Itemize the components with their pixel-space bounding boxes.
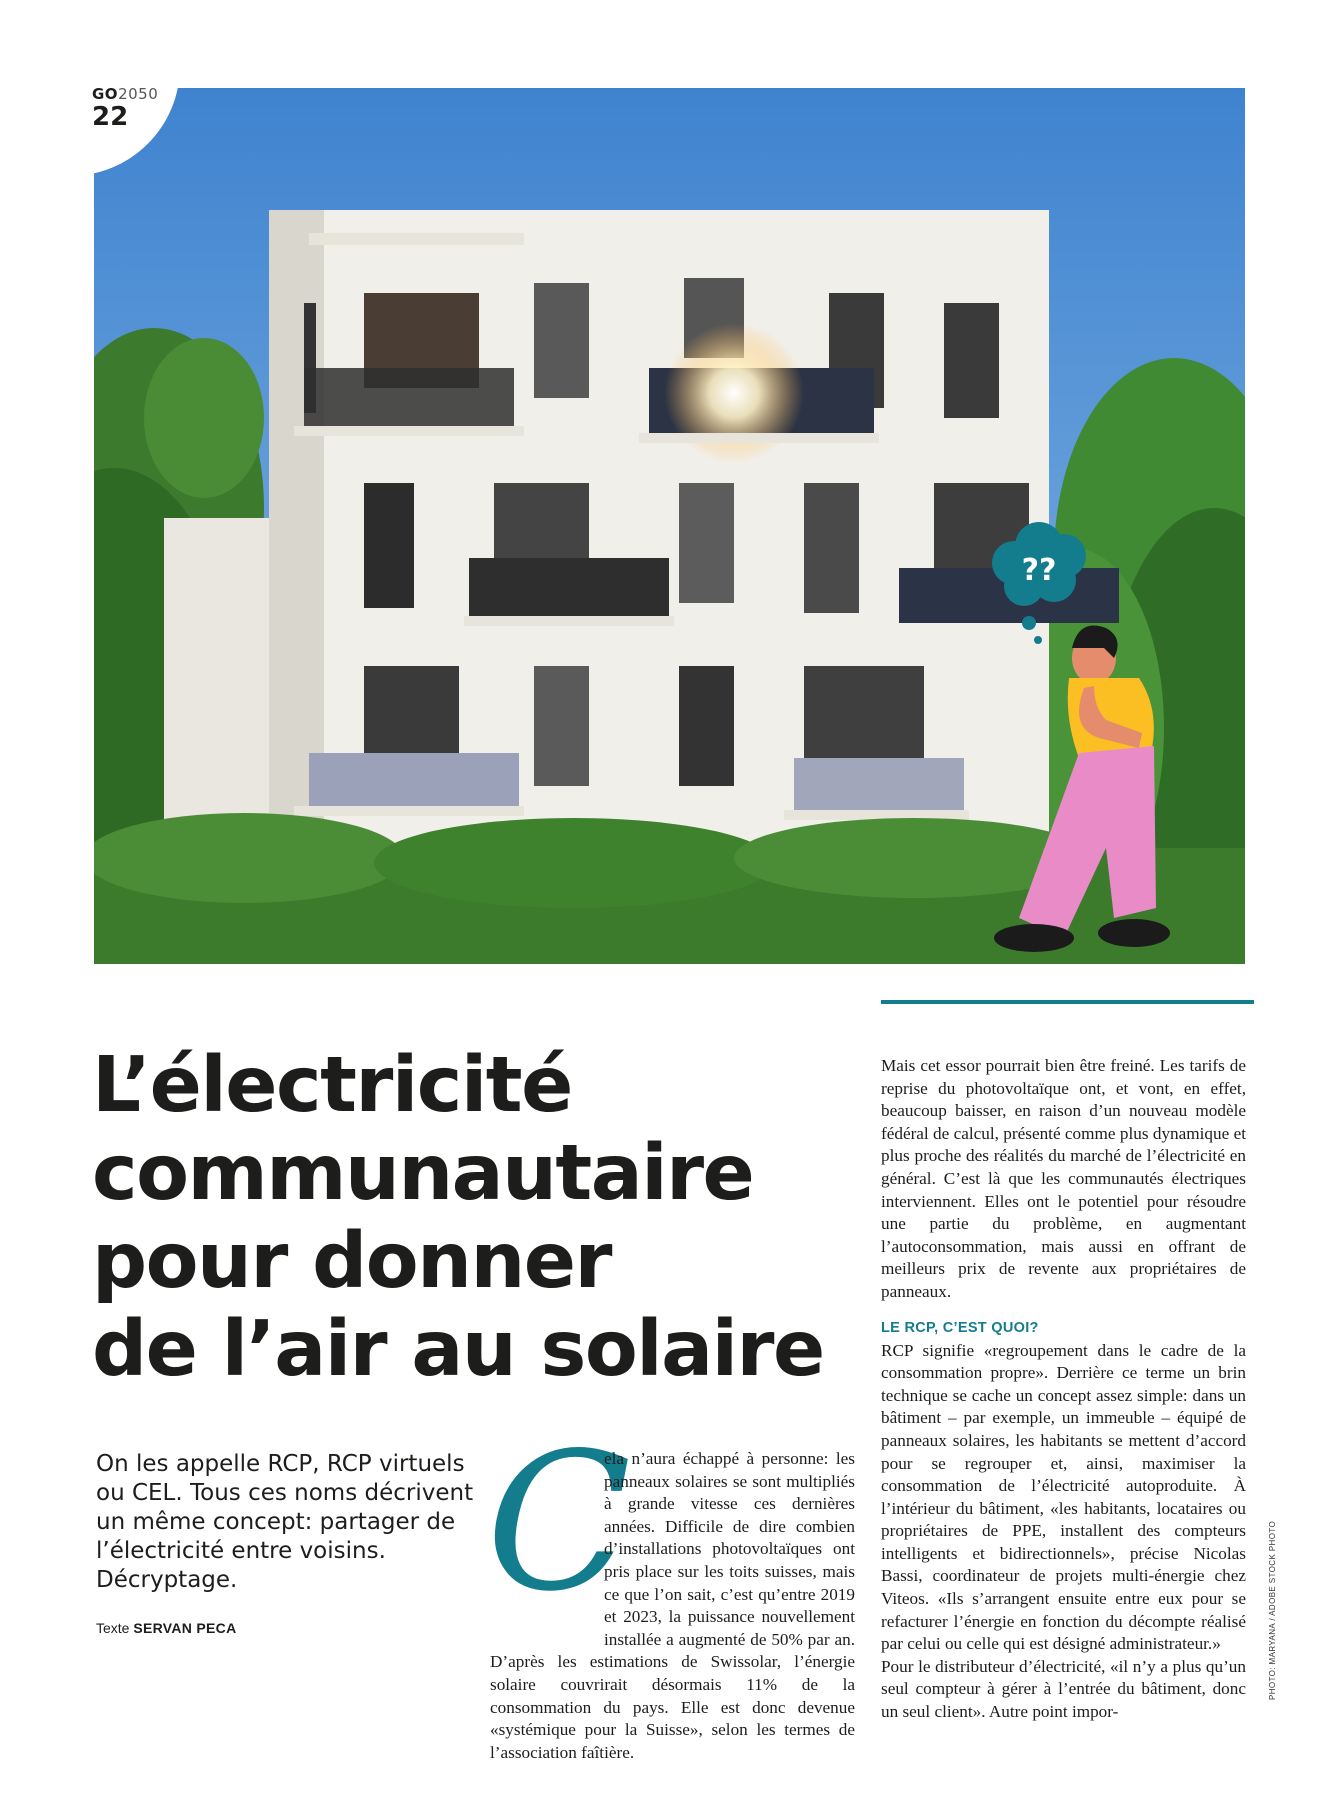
headline-line: de l’air au solaire xyxy=(92,1305,824,1394)
accent-rule xyxy=(881,1000,1254,1004)
page-number: 22 xyxy=(92,102,129,132)
paragraph: Mais cet essor pourrait bien être freiné. Les tarifs de reprise du photovoltaïque ont, et vont, en effet, beaucoup baisser, en raison d’un nouveau modèle fédéral de calcul, présenté comme plus dynamique et plus proche des réalités du marché de l’électricité en général. C’est là que les communautés électriques interviennent. Elles ont le potentiel pour résoudre une partie du problème, en augmentant l’autoconsommation, mais aussi en offrant de meilleurs prix de revente aux propriétaires de panneaux. xyxy=(881,1056,1246,1301)
section-subhead: LE RCP, C’EST QUOI? xyxy=(881,1319,1039,1336)
article-column-right xyxy=(881,1055,1246,1724)
paragraph: Pour le distributeur d’électricité, «il n’y a plus qu’un seul compteur à gérer à l’entrée du bâtiment, donc un seul client». Autre point impor- xyxy=(881,1656,1246,1722)
paragraph: ela n’aura échappé à personne: les panneaux solaires se sont multipliés à grande vitesse ces dernières années. Difficile de dire combien d’installations photovoltaïques ont pris place sur les toits suisses, mais ce que l’on sait, c’est qu’entre 2019 et 2023, la puissance nouvellement installée a augmenté de 50% par an. D’après les estimations de Swissolar, l’énergie solaire couvrirait désormais 11% de la consommation du pays. Elle est donc devenue «systémique pour la Suisse», selon les termes de l’association faîtière. xyxy=(490,1449,855,1762)
byline-label: Texte xyxy=(96,1620,130,1636)
photo-credit: PHOTO: MARYANA / ADOBE STOCK PHOTO xyxy=(1268,1520,1277,1700)
building-illustration xyxy=(94,88,1245,964)
paragraph: RCP signifie «regroupement dans le cadre de la consommation propre». Derrière ce terme un brin technique se cache un concept assez simple: dans un bâtiment – par exemple, un immeuble – équipé de panneaux solaires, les habitants se mettent d’accord pour se regrouper et, ainsi, maximiser la consommation de l’électricité autoproduite. À l’intérieur du bâtiment, «les habitants, locataires ou propriétaires de PPE, installent des compteurs intelligents et bidirectionnels», précise Nicolas Bassi, coordinateur de projets multi-énergie chez Viteos. «Ils s’arrangent ensuite entre eux pour se refacturer l’énergie en fonction du décompte réalisé par celui ou celle qui est désigné administrateur.» xyxy=(881,1340,1246,1654)
svg-text:??: ?? xyxy=(1021,553,1057,588)
building xyxy=(164,210,1119,910)
hero-photo xyxy=(94,88,1245,964)
article-headline xyxy=(92,1042,852,1394)
article-intro: On les appelle RCP, RCP virtuels ou CEL. Tous ces noms décrivent un même concept: partager de l’électricité entre voisins. Décryptage. xyxy=(96,1451,474,1593)
headline-line: pour donner xyxy=(92,1217,611,1306)
headline-line: L’électricité xyxy=(92,1041,572,1130)
article-column-middle xyxy=(486,1412,855,1764)
headline-line: communautaire xyxy=(92,1129,754,1218)
magazine-name: GO2050 xyxy=(92,85,159,103)
byline-author: SERVAN PECA xyxy=(133,1620,237,1636)
dropcap: C xyxy=(486,1412,632,1633)
byline xyxy=(96,1620,237,1636)
page-badge xyxy=(92,86,158,130)
